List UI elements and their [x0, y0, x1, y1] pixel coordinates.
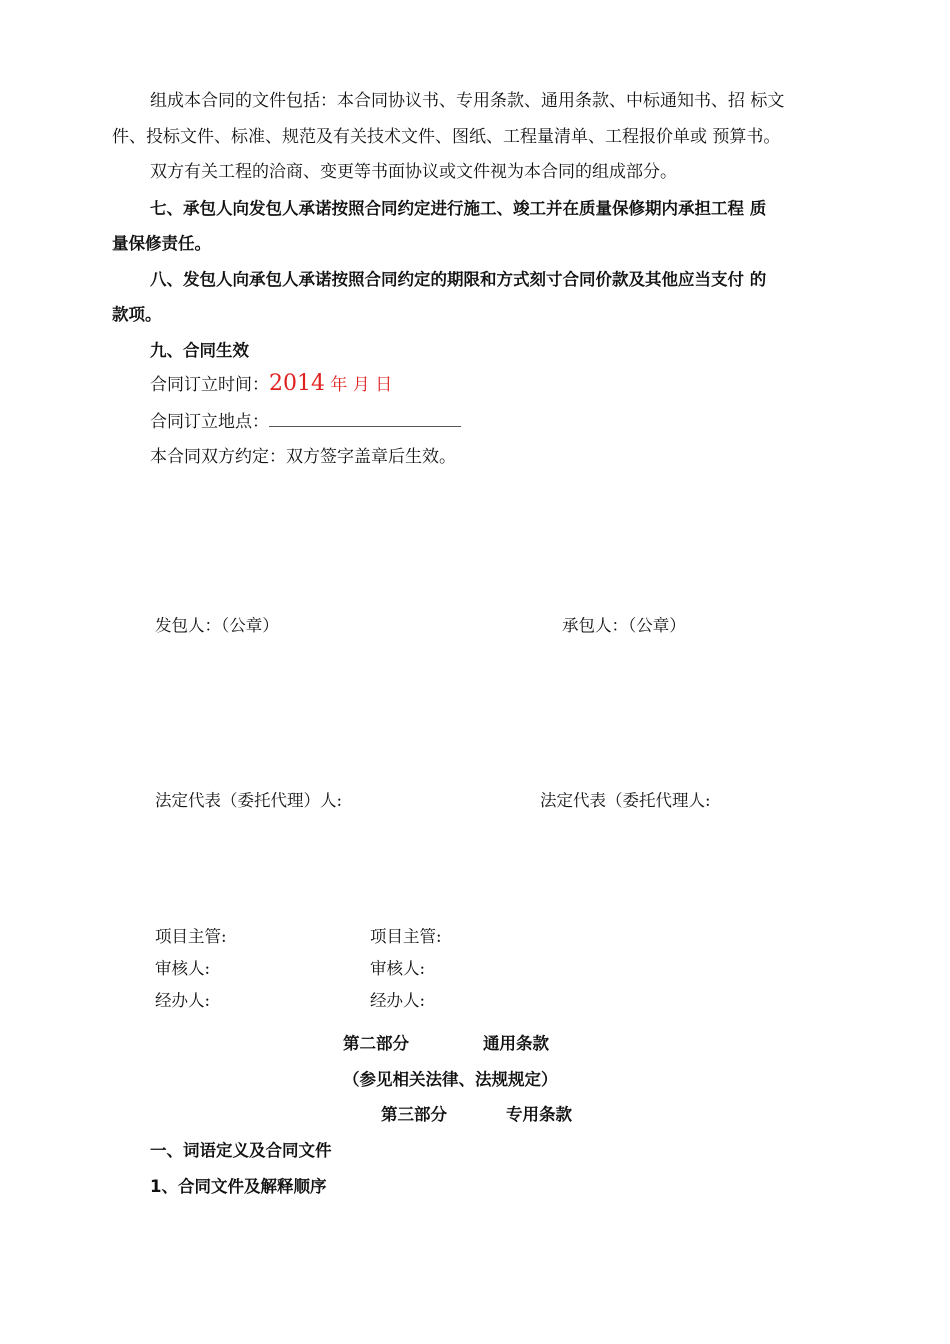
signing-date-rest: 年 月 日 [330, 375, 393, 395]
left-supervisor-label: 项目主管: [155, 927, 227, 946]
right-handler-label: 经办人: [370, 991, 426, 1010]
signing-place-blank [269, 410, 461, 427]
part-2-title-name: 通用条款 [483, 1034, 549, 1053]
left-reviewer-label: 审核人: [155, 959, 211, 978]
contractor-seal-label: 承包人：（公章） [562, 616, 686, 635]
effectiveness-clause: 本合同双方约定：双方签字盖章后生效。 [150, 447, 456, 467]
contract-docs-line-1: 组成本合同的文件包括：本合同协议书、专用条款、通用条款、中标通知书、招 标文 [150, 91, 785, 111]
part-3-title-name: 专用条款 [506, 1105, 572, 1124]
employer-rep-label: 法定代表（委托代理）人: [155, 791, 343, 810]
signing-date-label: 合同订立时间： [150, 375, 269, 395]
contract-docs-line-3: 双方有关工程的洽商、变更等书面协议或文件视为本合同的组成部分。 [150, 162, 677, 182]
contractor-rep-label: 法定代表（委托代理人: [540, 791, 711, 810]
section-1-heading: 一、词语定义及合同文件 [150, 1141, 332, 1160]
clause-8-line-1: 八、发包人向承包人承诺按照合同约定的期限和方式刻寸合同价款及其他应当支付 的 [150, 270, 767, 289]
item-1-heading: 1、合同文件及解释顺序 [150, 1177, 327, 1196]
part-2-note: （参见相关法律、法规规定） [343, 1070, 558, 1089]
contract-docs-line-2: 件、投标文件、标准、规范及有关技术文件、图纸、工程量清单、工程报价单或 预算书。 [112, 127, 781, 147]
right-supervisor-label: 项目主管: [370, 927, 442, 946]
signing-date-row [150, 373, 392, 396]
signing-place-label: 合同订立地点： [150, 412, 269, 432]
clause-8-line-2: 款项。 [112, 305, 162, 324]
employer-seal-label: 发包人：（公章） [155, 616, 279, 635]
clause-9-heading: 九、合同生效 [150, 341, 249, 360]
signing-place-row [150, 410, 461, 433]
right-reviewer-label: 审核人: [370, 959, 426, 978]
clause-7-line-2: 量保修责任。 [112, 234, 211, 253]
clause-7-line-1: 七、承包人向发包人承诺按照合同约定进行施工、竣工并在质量保修期内承担工程 质 [150, 199, 767, 218]
part-2-title-number: 第二部分 [343, 1034, 409, 1053]
part-3-title-number: 第三部分 [381, 1105, 447, 1124]
left-handler-label: 经办人: [155, 991, 211, 1010]
signing-date-year: 2014 [269, 371, 325, 396]
